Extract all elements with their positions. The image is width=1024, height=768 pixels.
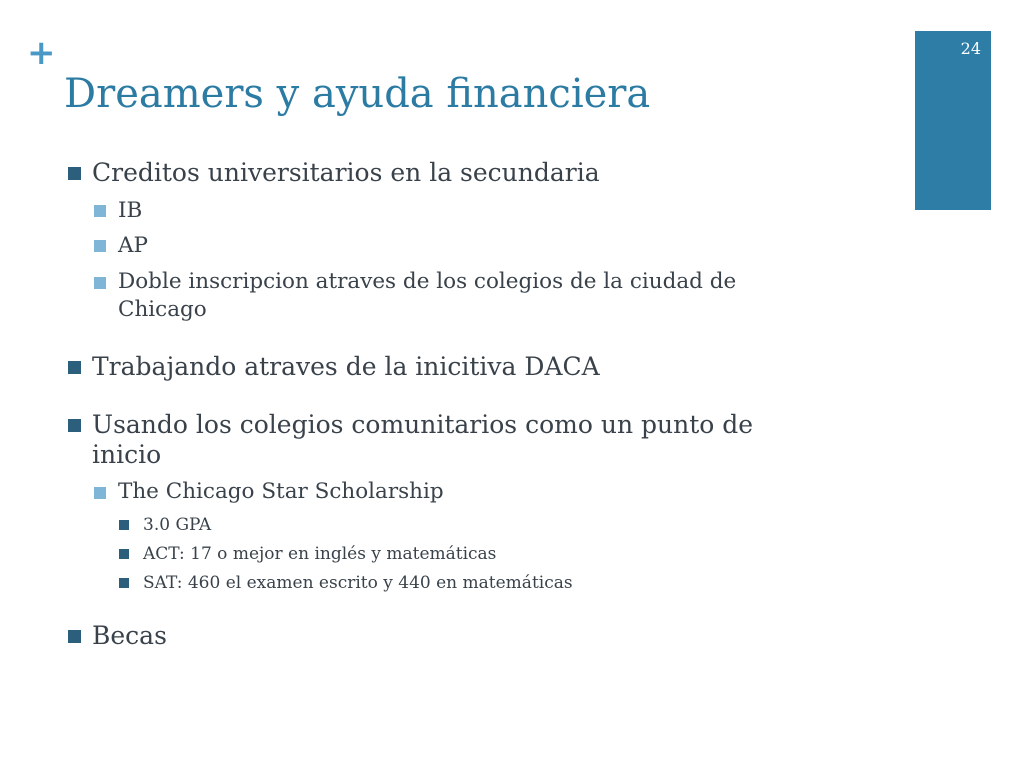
list-item-star-scholarship: The Chicago Star Scholarship: [118, 479, 444, 504]
list-item-usando-line2: inicio: [92, 440, 162, 469]
square-bullet-icon: [119, 520, 129, 530]
list-item-doble-line1: Doble inscripcion atraves de los colegios de la ciudad de: [118, 269, 737, 294]
list-item-act: ACT: 17 o mejor en inglés y matemáticas: [143, 544, 497, 564]
square-bullet-icon: [68, 167, 81, 180]
list-item-daca: Trabajando atraves de la inicitiva DACA: [92, 352, 600, 381]
list-item-gpa: 3.0 GPA: [143, 515, 212, 535]
square-bullet-icon: [94, 205, 106, 217]
square-bullet-icon: [94, 487, 106, 499]
square-bullet-icon: [119, 578, 129, 588]
square-bullet-icon: [94, 277, 106, 289]
list-item-ib: IB: [118, 198, 143, 223]
list-item-sat: SAT: 460 el examen escrito y 440 en matemáticas: [143, 573, 573, 593]
list-item-doble-line2: Chicago: [118, 297, 207, 322]
square-bullet-icon: [68, 419, 81, 432]
slide-title: Dreamers y ayuda financiera: [64, 71, 651, 117]
list-item-usando-line1: Usando los colegios comunitarios como un punto de: [92, 410, 754, 439]
slide-number: 24: [960, 39, 981, 58]
square-bullet-icon: [68, 361, 81, 374]
list-item-becas: Becas: [92, 621, 167, 650]
square-bullet-icon: [119, 549, 129, 559]
slide-number-box: [915, 31, 991, 210]
list-item-creditos: Creditos universitarios en la secundaria: [92, 158, 600, 187]
square-bullet-icon: [94, 240, 106, 252]
square-bullet-icon: [68, 630, 81, 643]
list-item-ap: AP: [118, 233, 148, 258]
plus-icon: +: [27, 33, 56, 73]
